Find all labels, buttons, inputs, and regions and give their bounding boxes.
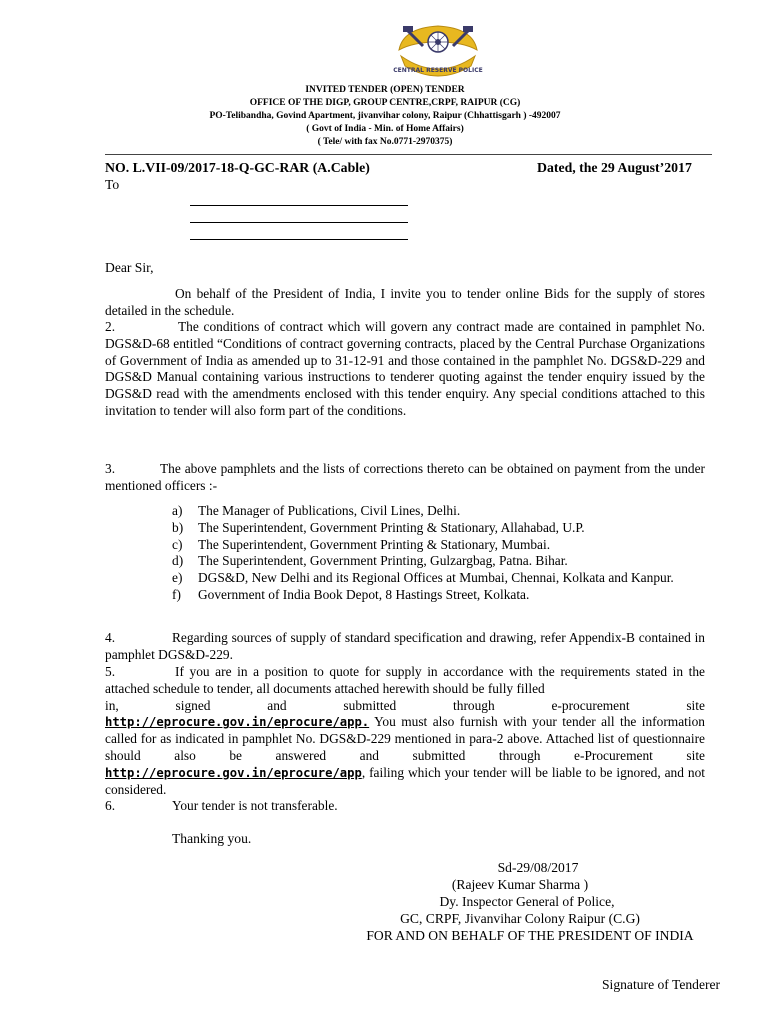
signatory-office: GC, CRPF, Jivanvihar Colony Raipur (C.G) bbox=[400, 911, 640, 926]
signature-date: Sd-29/08/2017 bbox=[497, 860, 579, 875]
list-item bbox=[172, 537, 712, 554]
paragraph-6-number: 6. bbox=[105, 798, 116, 813]
addressee-to: To bbox=[105, 177, 120, 192]
behalf-of-president: FOR AND ON BEHALF OF THE PRESIDENT OF INDIA bbox=[366, 928, 694, 943]
paragraph-5-spread-line bbox=[105, 698, 705, 715]
header-line-5: ( Tele/ with fax No.0771-2970375) bbox=[317, 137, 453, 147]
list-text: The Manager of Publications, Civil Lines, Delhi. bbox=[198, 503, 461, 518]
crpf-emblem-logo bbox=[393, 20, 483, 82]
header-divider bbox=[105, 154, 712, 155]
word: through bbox=[453, 697, 495, 713]
list-marker: b) bbox=[172, 519, 184, 535]
paragraph-3-number: 3. bbox=[105, 461, 116, 476]
reference-number: NO. L.VII-09/2017-18-Q-GC-RAR (A.Cable) bbox=[105, 160, 370, 175]
salutation: Dear Sir, bbox=[105, 260, 154, 275]
emblem-text: CENTRAL RESERVE POLICE bbox=[393, 67, 483, 74]
reference-date: Dated, the 29 August’2017 bbox=[537, 160, 692, 175]
header-line-4: ( Govt of India - Min. of Home Affairs) bbox=[306, 124, 464, 134]
closing-text: Thanking you. bbox=[172, 831, 252, 846]
paragraph-2 bbox=[105, 319, 705, 420]
word: site bbox=[686, 697, 705, 713]
word: and bbox=[267, 697, 287, 713]
word: in, bbox=[105, 697, 119, 713]
list-item bbox=[172, 570, 712, 587]
paragraph-6 bbox=[105, 798, 705, 815]
tenderer-signature-label: Signature of Tenderer bbox=[602, 977, 721, 992]
paragraph-2-text: The conditions of contract which will govern any contract made are contained in pamphlet No. DGS&D-68 entitled “Conditions of contract governing contracts, placed by the Central Purchase Organizations of Government of India as amended up to 31-12-91 and those contained in the pamphlet No. DGS&D-229 and DGS&D Manual containing various instructions to tenderer quoting against the tender enquiry issued by the DGS&D read with the amendments enclosed with this tender enquiry. Any special conditions attached to this invitation to tender will also form part of the conditions. bbox=[105, 319, 705, 418]
list-marker: d) bbox=[172, 553, 184, 569]
signatory-designation: Dy. Inspector General of Police, bbox=[439, 894, 615, 909]
list-text: The Superintendent, Government Printing, Gulzargbag, Patna. Bihar. bbox=[198, 553, 568, 569]
list-text: The Superintendent, Government Printing & Stationary, Mumbai. bbox=[198, 536, 551, 552]
list-marker: c) bbox=[172, 536, 183, 552]
header-line-2: OFFICE OF THE DIGP, GROUP CENTRE,CRPF, RAIPUR (CG) bbox=[249, 98, 521, 108]
paragraph-5-text-b: You must also furnish with your tender all the information called for as indicated in pamphlet No. DGS&D-229 mentioned in para-2 above. Attached list of questionnaire should also be answered and submitted through e-Procurement site bbox=[105, 714, 705, 763]
officers-list bbox=[172, 503, 712, 604]
list-text: Government of India Book Depot, 8 Hastings Street, Kolkata. bbox=[198, 586, 530, 602]
list-item bbox=[172, 553, 712, 570]
word: submitted bbox=[343, 697, 397, 713]
paragraph-1: On behalf of the President of India, I invite you to tender online Bids for the supply of stores detailed in the schedule. bbox=[105, 286, 705, 318]
list-marker: a) bbox=[172, 503, 183, 518]
address-blank-line-3 bbox=[190, 239, 408, 240]
list-marker: e) bbox=[172, 570, 183, 586]
eprocure-link-2[interactable]: http://eprocure.gov.in/eprocure/app bbox=[105, 765, 362, 780]
address-blank-line-2 bbox=[190, 222, 408, 223]
header-line-3: PO-Telibandha, Govind Apartment, jivanvihar colony, Raipur (Chhattisgarh ) -492007 bbox=[209, 111, 561, 121]
list-item bbox=[172, 587, 712, 604]
eprocure-link-1[interactable]: http://eprocure.gov.in/eprocure/app. bbox=[105, 715, 370, 730]
paragraph-5-number: 5. bbox=[105, 664, 116, 679]
paragraph-5-text-a: If you are in a position to quote for supply in accordance with the requirements stated in the attached schedule to tender, all documents attached herewith should be fully filled bbox=[105, 664, 705, 696]
header-line-1: INVITED TENDER (OPEN) TENDER bbox=[305, 85, 465, 95]
list-item bbox=[172, 520, 712, 537]
paragraph-5 bbox=[105, 664, 705, 798]
paragraph-3-text: The above pamphlets and the lists of corrections thereto can be obtained on payment from the under mentioned officers :- bbox=[105, 461, 705, 493]
address-blank-line-1 bbox=[190, 205, 408, 206]
list-text: DGS&D, New Delhi and its Regional Offices at Mumbai, Chennai, Kolkata and Kanpur. bbox=[198, 570, 674, 586]
paragraph-3 bbox=[105, 461, 705, 495]
word: e-procurement bbox=[551, 697, 630, 713]
paragraph-6-text: Your tender is not transferable. bbox=[172, 798, 338, 813]
list-text: The Superintendent, Government Printing & Stationary, Allahabad, U.P. bbox=[198, 519, 585, 535]
paragraph-5-text-c: , failing which your tender will be liable to be ignored, and not considered. bbox=[105, 764, 705, 797]
signatory-name: (Rajeev Kumar Sharma ) bbox=[451, 877, 589, 892]
paragraph-2-number: 2. bbox=[105, 319, 116, 334]
list-marker: f) bbox=[172, 586, 181, 602]
paragraph-4-text: Regarding sources of supply of standard specification and drawing, refer Appendix-B contained in pamphlet DGS&D-229. bbox=[105, 630, 705, 662]
paragraph-4-number: 4. bbox=[105, 630, 116, 645]
paragraph-4 bbox=[105, 630, 705, 664]
list-item bbox=[172, 503, 712, 520]
word: signed bbox=[175, 697, 211, 713]
